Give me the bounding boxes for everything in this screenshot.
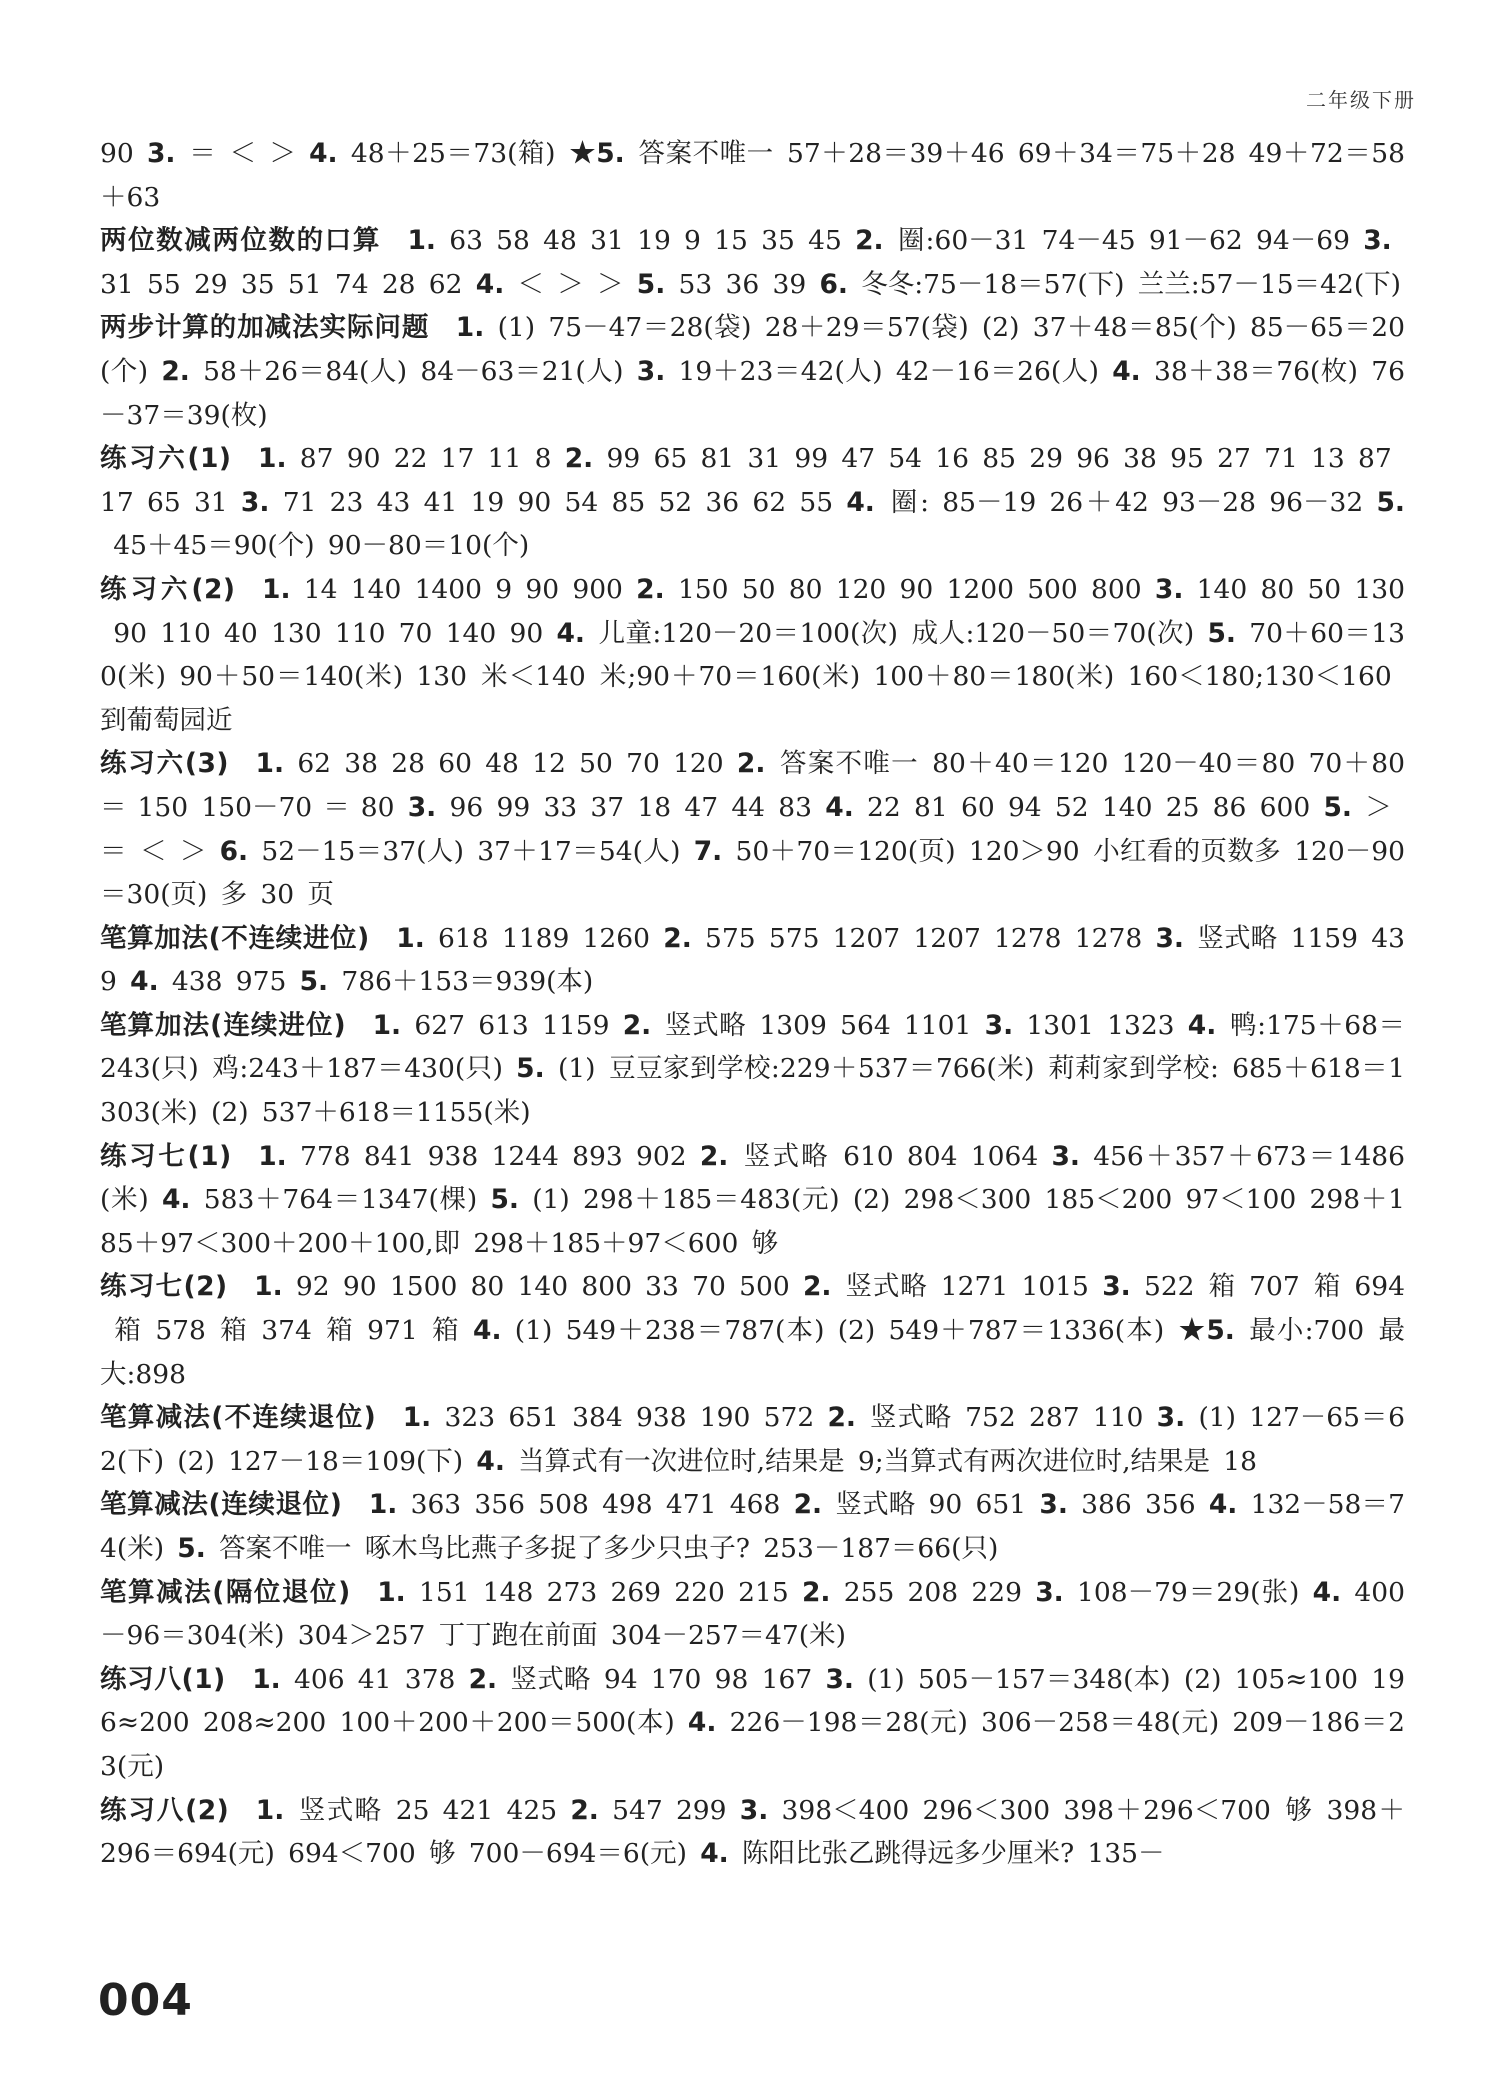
question-number: 4. <box>473 1315 502 1347</box>
question-number: 2. <box>827 1402 856 1434</box>
answer-paragraph <box>100 917 1405 1004</box>
question-number: 1. <box>377 1576 406 1608</box>
question-number: 4. <box>1208 1489 1238 1521</box>
question-number: 3. <box>636 355 666 387</box>
question-number: 6. <box>819 268 848 300</box>
section-answers: 1. 92 90 1500 80 140 800 33 70 500 2. 竖式略 1271 1015 3. 522 箱 707 箱 694 箱 578 箱 374 箱 971 箱 4. (1) 549＋238＝787(本) (2) 549＋787＝1336(本) ★5. 最小:700 最大:898 <box>100 1271 1406 1390</box>
question-number: 5. <box>490 1184 519 1216</box>
question-number: 5. <box>1206 1315 1235 1347</box>
question-number: 2. <box>468 1663 498 1695</box>
section-heading: 练习七(2) <box>100 1271 228 1303</box>
section-heading: 笔算加法(连续进位) <box>100 1009 347 1041</box>
question-number: 5. <box>516 1053 545 1085</box>
question-number: 3. <box>984 1009 1014 1041</box>
answer-paragraph <box>100 1265 1405 1396</box>
question-number: 3. <box>1039 1489 1068 1521</box>
question-number: 5. <box>1376 486 1405 518</box>
question-number: 3. <box>407 791 437 823</box>
question-number: 3. <box>825 1663 854 1695</box>
section-heading: 笔算减法(不连续退位) <box>100 1402 377 1434</box>
page-number: 004 <box>98 1975 193 2026</box>
answer-paragraph <box>100 1483 1405 1570</box>
question-number: 5. <box>299 966 329 998</box>
section-answers: 1. 87 90 22 17 11 8 2. 99 65 81 31 99 47 54 16 85 29 96 38 95 27 71 13 87 17 65 31 3. 71 23 43 41 19 90 54 85 52 36 62 55 4. 圈: 85－19 26＋42 93－28 96－32 5. 45＋45＝90(个) 90－80＝10(个) <box>100 443 1405 562</box>
question-number: 1. <box>255 1794 285 1826</box>
answer-paragraph <box>100 1658 1405 1789</box>
question-number: 2. <box>801 1576 831 1608</box>
section-heading: 练习八(2) <box>100 1794 230 1826</box>
question-number: 4. <box>825 791 854 823</box>
question-number: 4. <box>475 268 505 300</box>
section-answers: 1. 62 38 28 60 48 12 50 70 120 2. 答案不唯一 80＋40＝120 120－40＝80 70＋80＝150 150－70＝80 3. 96 99 33 37 18 47 44 83 4. 22 81 60 94 52 140 25 86 600 5. ＞ ＝ ＜ ＞ 6. 52－15＝37(人) 37＋17＝54(人) 7. 50＋70＝120(页) 120＞90 小红看的页数多 120－90＝30(页) 多 30 页 <box>100 748 1405 911</box>
question-number: 1. <box>372 1009 402 1041</box>
section-answers: 1. 618 1189 1260 2. 575 575 1207 1207 1278 1278 3. 竖式略 1159 439 4. 438 975 5. 786＋153＝939(本) <box>100 922 1405 998</box>
question-number: 3. <box>1102 1271 1131 1303</box>
section-heading: 练习七(1) <box>100 1140 232 1172</box>
answer-paragraph <box>100 132 1405 219</box>
question-number: 3. <box>1363 225 1392 257</box>
question-number: 5. <box>177 1533 206 1564</box>
question-number: 2. <box>736 748 766 780</box>
question-number: 1. <box>255 748 285 780</box>
question-number: 2. <box>663 922 692 954</box>
question-number: 2. <box>802 1271 832 1303</box>
question-number: 4. <box>130 966 159 998</box>
section-heading: 练习六(2) <box>100 573 236 605</box>
section-answers: 1. 63 58 48 31 19 9 15 35 45 2. 圈:60－31 74－45 91－62 94－69 3. 31 55 29 35 51 74 28 62 4. ＜ ＞ ＞ 5. 53 36 39 6. 冬冬:75－18＝57(下) 兰兰:57－15＝42(下) <box>100 225 1405 300</box>
answer-text <box>100 132 1405 1876</box>
section-answers: 1. 363 356 508 498 471 468 2. 竖式略 90 651 3. 386 356 4. 132－58＝74(米) 5. 答案不唯一 啄木鸟比燕子多捉了多少只虫子? 253－187＝66(只) <box>100 1489 1405 1564</box>
question-number: 5. <box>1207 617 1236 649</box>
answer-paragraph <box>100 1004 1405 1135</box>
question-number: 5. <box>636 268 666 300</box>
answer-paragraph <box>100 1135 1405 1266</box>
answer-paragraph <box>100 742 1405 916</box>
question-number: 2. <box>570 1794 599 1826</box>
question-number: 4. <box>309 138 338 169</box>
question-number: 1. <box>258 443 287 475</box>
section-answers: 1. 627 613 1159 2. 竖式略 1309 564 1101 3. 1301 1323 4. 鸭:175＋68＝243(只) 鸡:243＋187＝430(只) 5. (1) 豆豆家到学校:229＋537＝766(米) 莉莉家到学校: 685＋618＝1303(米) (2) 537＋618＝1155(米) <box>100 1009 1405 1129</box>
question-number: 2. <box>699 1140 729 1172</box>
question-number: 1. <box>258 1140 287 1172</box>
section-heading: 练习六(1) <box>100 443 232 475</box>
answer-paragraph <box>100 1571 1405 1658</box>
question-number: 4. <box>1187 1009 1217 1041</box>
question-number: 1. <box>407 225 436 257</box>
question-number: 3. <box>1155 922 1184 954</box>
question-number: 4. <box>556 617 585 649</box>
question-number: 5. <box>1323 791 1352 823</box>
question-number: 2. <box>564 443 594 475</box>
question-number: 1. <box>402 1402 432 1434</box>
answer-paragraph <box>100 1396 1405 1483</box>
answer-paragraph <box>100 219 1405 306</box>
section-answers: 1. 14 140 1400 9 90 900 2. 150 50 80 120 90 1200 500 800 3. 140 80 50 130 90 110 40 130 110 70 140 90 4. 儿童:120－20＝100(次) 成人:120－50＝70(次) 5. 70＋60＝130(米) 90＋50＝140(米) 130 米＜140 米;90＋70＝160(米) 100＋80＝180(米) 160＜180;130＜160 到葡萄园近 <box>100 573 1405 736</box>
answer-paragraph <box>100 1789 1405 1876</box>
section-heading: 两步计算的加减法实际问题 <box>100 312 430 344</box>
question-number: 1. <box>455 312 485 344</box>
question-number: 3. <box>146 138 176 169</box>
section-heading: 笔算减法(隔位退位) <box>100 1576 351 1608</box>
question-number: 5. <box>596 138 625 169</box>
question-number: 4. <box>846 486 875 518</box>
question-number: 1. <box>254 1271 283 1303</box>
section-answers: 90 3. ＝ ＜ ＞ 4. 48＋25＝73(箱) ★5. 答案不唯一 57＋28＝39＋46 69＋34＝75＋28 49＋72＝58＋63 <box>100 138 1405 213</box>
section-answers: 1. 151 148 273 269 220 215 2. 255 208 229 3. 108－79＝29(张) 4. 400－96＝304(米) 304＞257 丁丁跑在前面 304－257＝47(米) <box>100 1576 1405 1652</box>
question-number: 3. <box>240 486 270 518</box>
question-number: 3. <box>1051 1140 1080 1172</box>
section-answers: 1. 406 41 378 2. 竖式略 94 170 98 167 3. (1) 505－157＝348(本) (2) 105≈100 196≈200 208≈200 100＋200＋200＝500(本) 4. 226－198＝28(元) 306－258＝48(元) 209－186＝23(元) <box>100 1663 1405 1782</box>
question-number: 3. <box>739 1794 769 1826</box>
question-number: 1. <box>396 922 425 954</box>
question-number: 2. <box>636 573 665 605</box>
question-number: 2. <box>793 1489 823 1521</box>
section-answers: 1. 323 651 384 938 190 572 2. 竖式略 752 287 110 3. (1) 127－65＝62(下) (2) 127－18＝109(下) 4. 当算式有一次进位时,结果是 9;当算式有两次进位时,结果是 18 <box>100 1402 1405 1477</box>
question-number: 2. <box>622 1009 652 1041</box>
question-number: 2. <box>855 225 884 257</box>
question-number: 1. <box>262 573 291 605</box>
question-number: 1. <box>368 1489 398 1521</box>
question-number: 2. <box>161 355 190 387</box>
answer-paragraph <box>100 568 1405 742</box>
question-number: 4. <box>476 1445 505 1477</box>
question-number: 4. <box>161 1184 191 1216</box>
question-number: 4. <box>687 1707 717 1739</box>
question-number: 3. <box>1154 573 1184 605</box>
question-number: 7. <box>693 835 723 867</box>
question-number: 6. <box>219 835 249 867</box>
section-heading: 两位数减两位数的口算 <box>100 225 381 257</box>
question-number: 1. <box>252 1663 281 1695</box>
answer-paragraph <box>100 306 1405 437</box>
question-number: 3. <box>1156 1402 1186 1434</box>
section-answers: 1. 778 841 938 1244 893 902 2. 竖式略 610 804 1064 3. 456＋357＋673＝1486(米) 4. 583＋764＝1347(棵) 5. (1) 298＋185＝483(元) (2) 298＜300 185＜200 97＜100 298＋185＋97＜300＋200＋100,即 298＋185＋97＜600 够 <box>100 1140 1405 1259</box>
section-heading: 练习八(1) <box>100 1663 226 1695</box>
section-heading: 练习六(3) <box>100 748 230 780</box>
grade-label: 二年级下册 <box>1306 88 1416 112</box>
section-heading: 笔算加法(不连续进位) <box>100 922 370 954</box>
question-number: 4. <box>1112 355 1141 387</box>
question-number: 4. <box>1312 1576 1342 1608</box>
section-heading: 笔算减法(连续退位) <box>100 1489 343 1521</box>
question-number: 4. <box>700 1838 729 1870</box>
section-answers: 1. 竖式略 25 421 425 2. 547 299 3. 398＜400 296＜300 398＋296＜700 够 398＋296＝694(元) 694＜700 够 700－694＝6(元) 4. 陈阳比张乙跳得远多少厘米? 135－ <box>100 1794 1405 1870</box>
section-answers: 1. (1) 75－47＝28(袋) 28＋29＝57(袋) (2) 37＋48＝85(个) 85－65＝20(个) 2. 58＋26＝84(人) 84－63＝21(人) 3. 19＋23＝42(人) 42－16＝26(人) 4. 38＋38＝76(枚) 76－37＝39(枚) <box>100 312 1406 431</box>
question-number: 3. <box>1035 1576 1064 1608</box>
answer-paragraph <box>100 437 1405 568</box>
